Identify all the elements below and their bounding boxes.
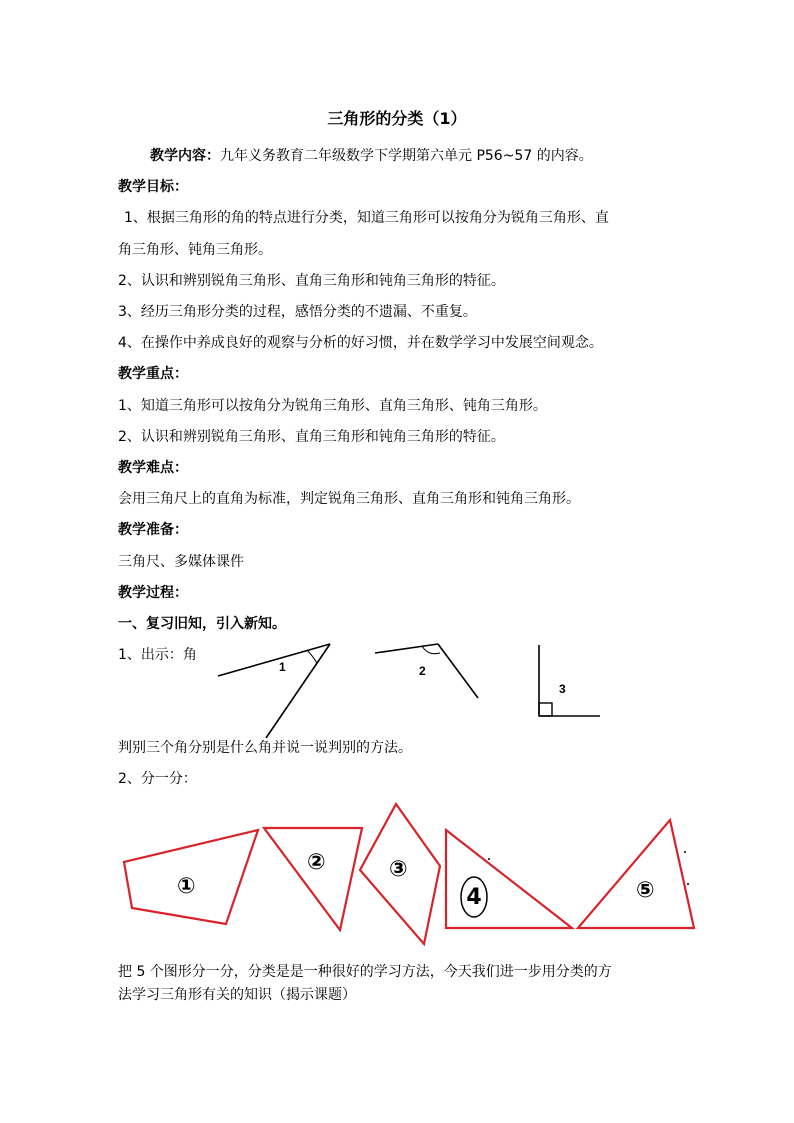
shape-4-dot [488,858,490,860]
shape-2-label: ② [307,850,326,875]
shape-4-right-triangle [446,830,572,928]
angle-3-label: 3 [559,682,566,696]
shape-5-triangle [578,820,694,928]
preparation-heading: 教学准备： [118,522,188,538]
key-points-heading: 教学重点： [118,366,188,382]
shape-3-label: ③ [389,857,408,882]
objective-2: 2、认识和辨别锐角三角形、直角三角形和钝角三角形的特征。 [118,273,505,289]
objective-3: 3、经历三角形分类的过程，感悟分类的不遗漏、不重复。 [118,304,477,320]
shape-4-label: 4 [466,885,482,910]
shape-3-quadrilateral [360,804,440,944]
preparation-text: 三角尺、多媒体课件 [118,554,244,570]
page-title: 三角形的分类（1） [327,109,467,128]
difficulty-heading: 教学难点： [118,460,188,476]
key-point-1: 1、知道三角形可以按角分为锐角三角形、直角三角形、钝角三角形。 [118,398,547,414]
closing-line-1: 把 5 个图形分一分，分类是是一种很好的学习方法，今天我们进一步用分类的方 [118,964,612,980]
show-angles-label: 1、出示：角 [118,647,197,663]
objectives-heading: 教学目标： [118,179,188,195]
judge-angles-text: 判别三个角分别是什么角并说一说判别的方法。 [118,740,412,756]
objective-4: 4、在操作中养成良好的观察与分析的好习惯，并在数学学习中发展空间观念。 [118,335,603,351]
objective-1-line1: 1、根据三角形的角的特点进行分类，知道三角形可以按角分为锐角三角形、直 [124,210,609,226]
process-step-1: 一、复习旧知，引入新知。 [118,616,286,632]
objective-1-line2: 角三角形、钝角三角形。 [118,242,272,258]
difficulty-text: 会用三角尺上的直角为标准，判定锐角三角形、直角三角形和钝角三角形。 [118,491,580,507]
shape-5-label: ⑤ [636,878,655,903]
shape-2-triangle [264,828,362,930]
content-text: 九年义务教育二年级数学下学期第六单元 P56~57 的内容。 [220,148,593,164]
key-point-2: 2、认识和辨别锐角三角形、直角三角形和钝角三角形的特征。 [118,429,505,445]
shape-1-label: ① [177,874,196,899]
classify-label: 2、分一分： [118,771,197,787]
process-heading: 教学过程： [118,585,188,601]
shape-5-dot-a [684,851,686,853]
shape-5-dot-b [687,883,689,885]
angle-1-label: 1 [279,660,286,674]
content-label: 教学内容： [150,148,220,164]
shape-1-quadrilateral [124,830,258,924]
angle-2-label: 2 [419,664,426,678]
closing-line-2: 法学习三角形有关的知识（揭示课题） [118,987,356,1003]
